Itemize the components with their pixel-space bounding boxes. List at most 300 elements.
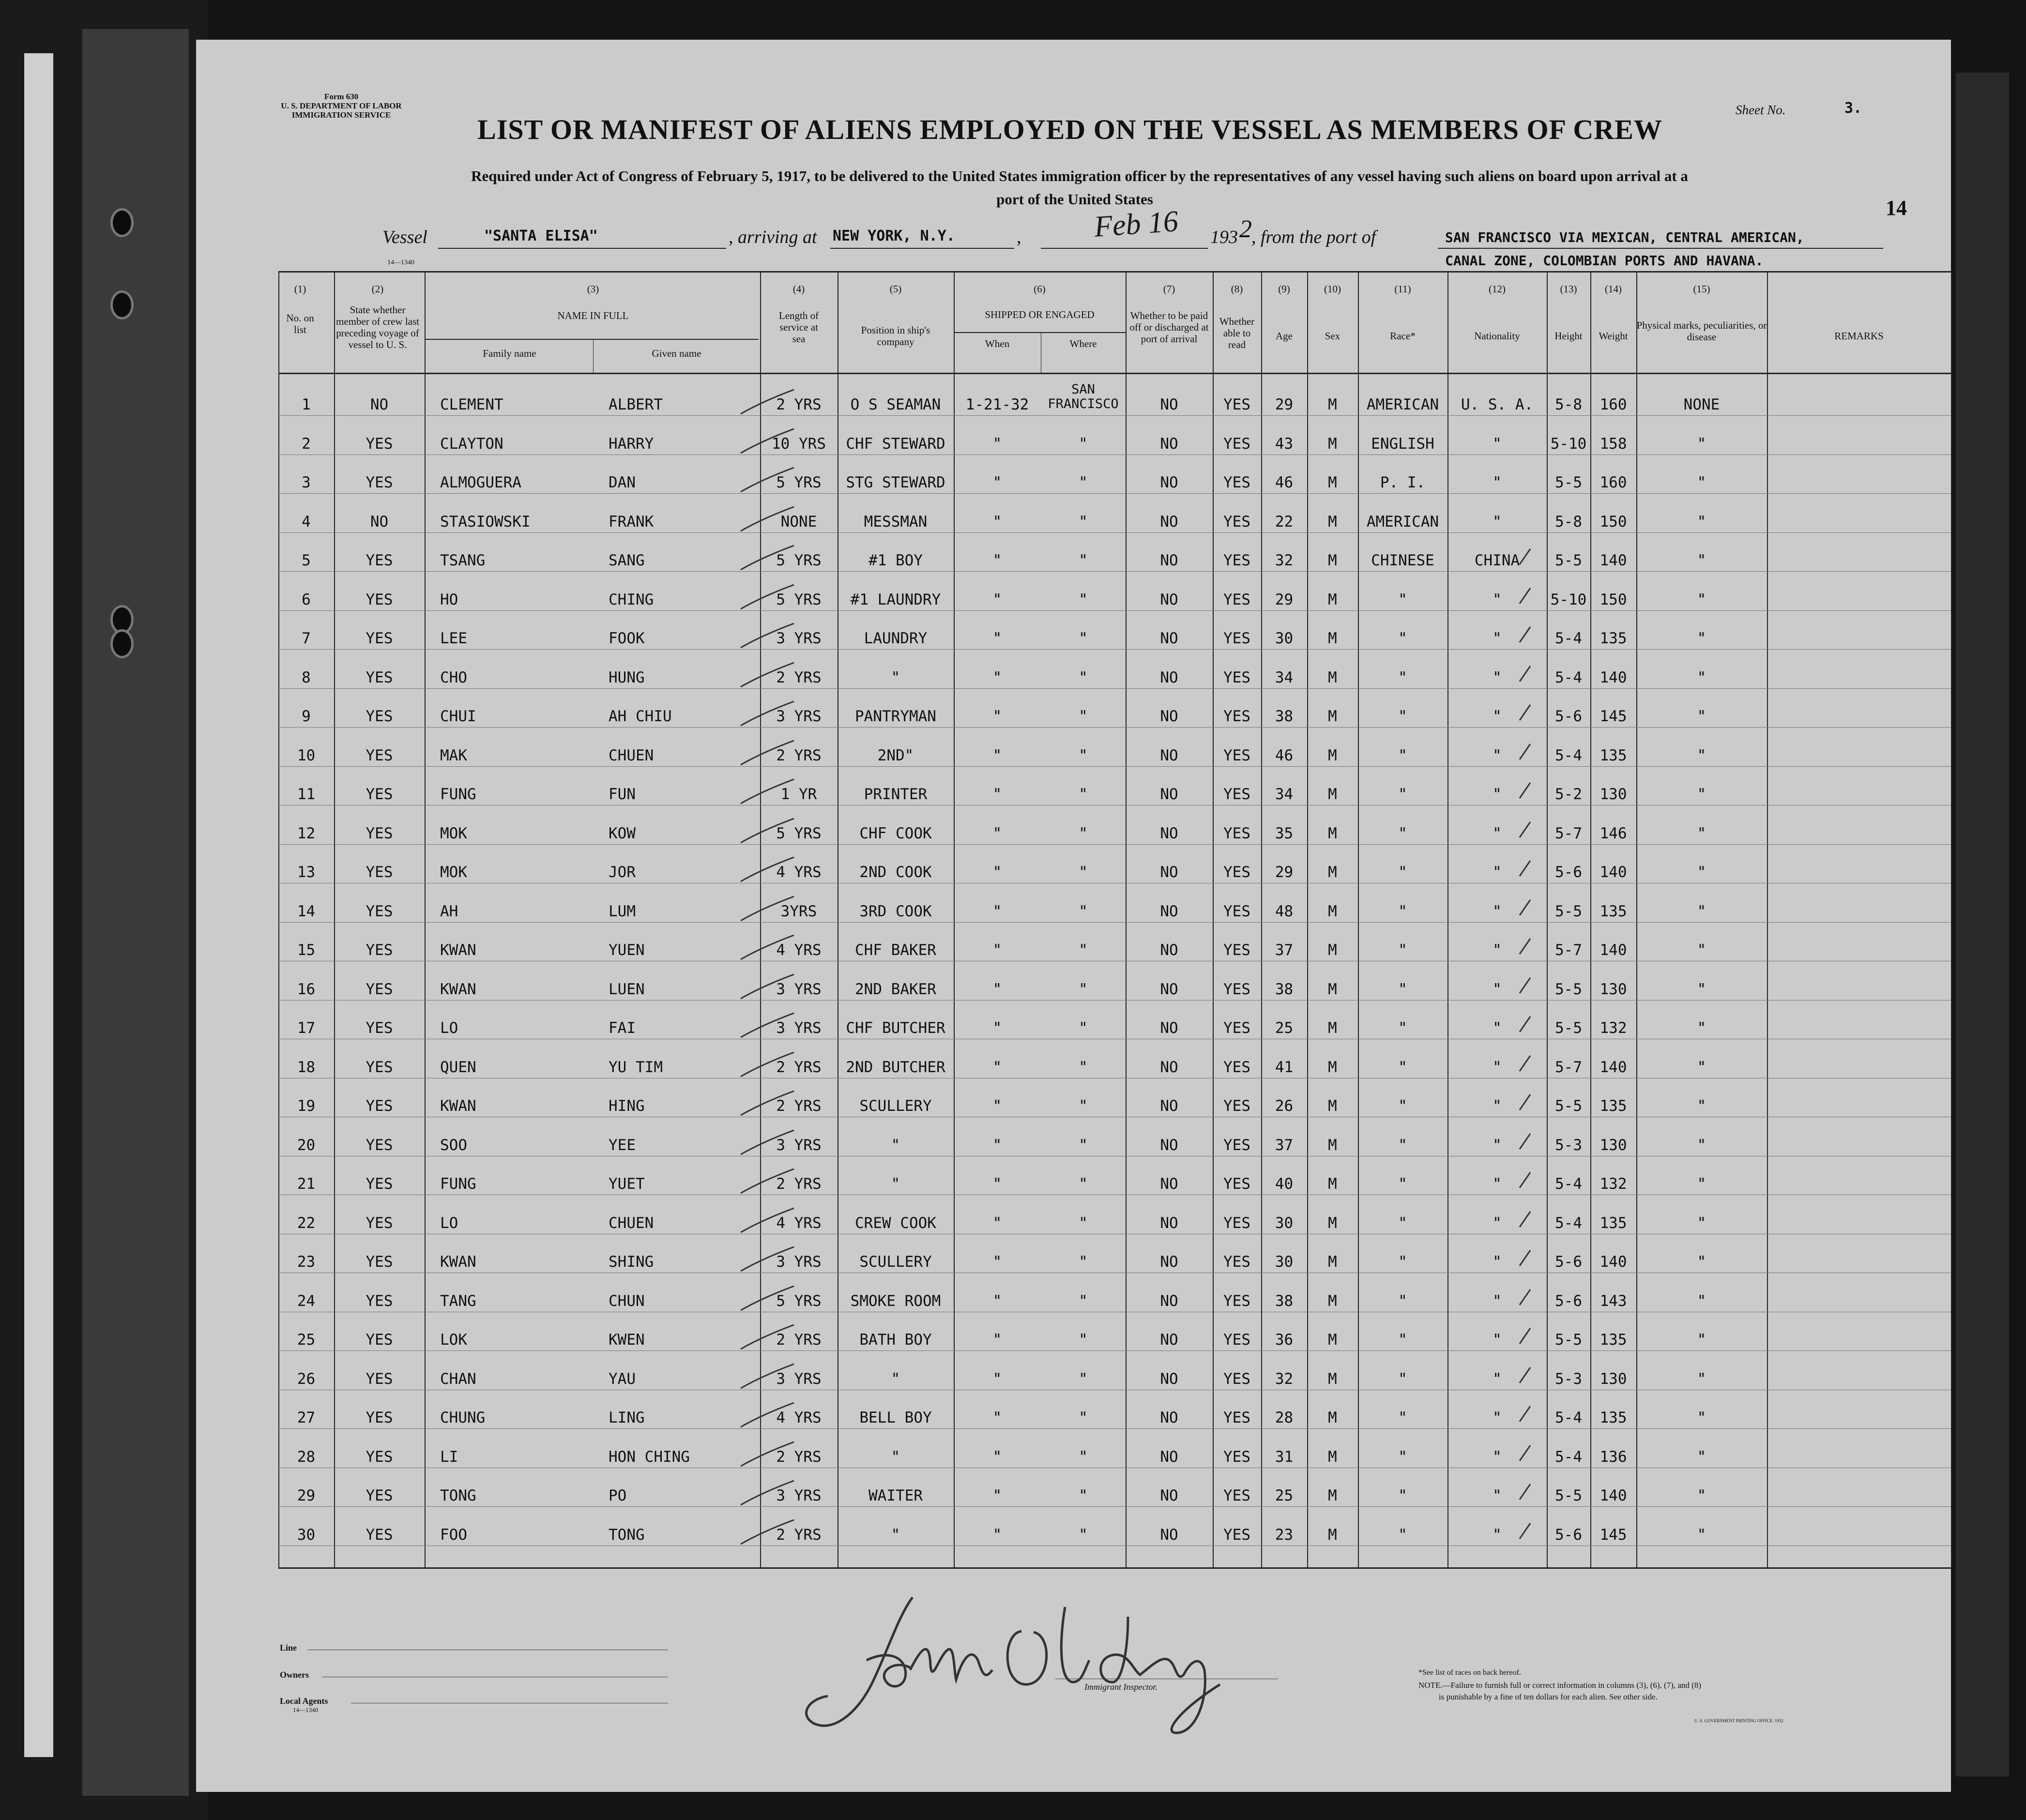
- handwritten-check-mark: [1518, 1326, 1532, 1346]
- cell-shipped-when: ": [992, 903, 1002, 920]
- cell-given-name: YU TIM: [609, 1059, 663, 1076]
- cell-age: 25: [1275, 1019, 1294, 1037]
- cell-given-name: YUEN: [609, 941, 645, 959]
- handwritten-check-mark: [1518, 898, 1532, 917]
- cell-paid-off: NO: [1160, 864, 1178, 881]
- col7-header: Whether to be paid off or discharged at port of arrival: [1129, 310, 1209, 345]
- cell-family-name: SOO: [440, 1137, 467, 1154]
- cell-row-number: 17: [297, 1019, 316, 1037]
- cell-weight: 145: [1599, 708, 1627, 725]
- cell-row-number: 9: [302, 708, 311, 725]
- cell-physical-marks: ": [1697, 591, 1706, 608]
- cell-family-name: MOK: [440, 864, 467, 881]
- cell-weight: 130: [1599, 786, 1627, 803]
- subtitle-line2: port of the United States: [996, 191, 1153, 208]
- cell-ship-position: SMOKE ROOM: [850, 1292, 941, 1310]
- cell-prior-voyage: YES: [366, 903, 393, 920]
- cell-shipped-when: ": [992, 591, 1002, 608]
- row-rule: [278, 727, 1951, 728]
- cell-family-name: CHUNG: [440, 1409, 486, 1426]
- cell-given-name: LUEN: [609, 981, 645, 998]
- cell-shipped-when: ": [992, 1331, 1002, 1349]
- subtitle-line1: Required under Act of Congress of February 5, 1917, to be delivered to the United States immigration officer by the representatives of any vessel having such aliens on board upon arrival at a: [471, 167, 1688, 184]
- cell-weight: 140: [1599, 1059, 1627, 1076]
- cell-able-to-read: YES: [1223, 747, 1250, 764]
- cell-age: 37: [1275, 1137, 1294, 1154]
- cell-height: 5-5: [1555, 981, 1582, 998]
- cell-given-name: YAU: [609, 1370, 636, 1388]
- cell-weight: 160: [1599, 396, 1627, 413]
- col5-number: (5): [889, 283, 902, 295]
- cell-shipped-where: ": [1079, 1370, 1088, 1388]
- table-top-rule: [278, 271, 1951, 273]
- cell-row-number: 28: [297, 1448, 316, 1466]
- cell-race: ": [1398, 1526, 1407, 1544]
- cell-weight: 158: [1599, 435, 1627, 453]
- cell-family-name: CHUI: [440, 708, 476, 725]
- cell-nationality: ": [1493, 513, 1502, 531]
- cell-weight: 132: [1599, 1175, 1627, 1193]
- cell-prior-voyage: YES: [366, 1370, 393, 1388]
- cell-sex: M: [1328, 1370, 1337, 1388]
- cell-given-name: HON CHING: [609, 1448, 690, 1466]
- cell-height: 5-5: [1555, 1331, 1582, 1349]
- cell-sex: M: [1328, 630, 1337, 647]
- cell-row-number: 21: [297, 1175, 316, 1193]
- cell-service-length: 4 YRS: [776, 1409, 822, 1426]
- cell-prior-voyage: YES: [366, 1292, 393, 1310]
- cell-age: 37: [1275, 941, 1294, 959]
- cell-able-to-read: YES: [1223, 1526, 1250, 1544]
- cell-row-number: 11: [297, 786, 316, 803]
- cell-weight: 130: [1599, 1370, 1627, 1388]
- cell-ship-position: MESSMAN: [864, 513, 928, 531]
- cell-prior-voyage: YES: [366, 825, 393, 842]
- cell-age: 38: [1275, 1292, 1294, 1310]
- cell-prior-voyage: YES: [366, 786, 393, 803]
- cell-paid-off: NO: [1160, 435, 1178, 453]
- cell-weight: 135: [1599, 1214, 1627, 1232]
- binder-strip: [24, 53, 53, 1757]
- arrival-date-handwritten: Feb 16: [1093, 205, 1180, 243]
- cell-race: ENGLISH: [1371, 435, 1434, 453]
- cell-age: 30: [1275, 1214, 1294, 1232]
- cell-service-length: 2 YRS: [776, 1331, 822, 1349]
- row-rule: [278, 1350, 1951, 1351]
- cell-row-number: 6: [302, 591, 311, 608]
- cell-given-name: LING: [609, 1409, 645, 1426]
- cell-weight: 150: [1599, 591, 1627, 608]
- cell-nationality: CHINA: [1474, 552, 1520, 569]
- cell-able-to-read: YES: [1223, 474, 1250, 491]
- cell-nationality: ": [1493, 1137, 1502, 1154]
- cell-physical-marks: ": [1697, 1292, 1706, 1310]
- cell-shipped-when: ": [992, 1526, 1002, 1544]
- cell-sex: M: [1328, 513, 1337, 531]
- cell-prior-voyage: YES: [366, 1214, 393, 1232]
- cell-nationality: ": [1493, 864, 1502, 881]
- cell-age: 22: [1275, 513, 1294, 531]
- handwritten-check-mark: [738, 426, 796, 455]
- cell-ship-position: 2ND": [877, 747, 914, 764]
- handwritten-check-mark: [1518, 1482, 1532, 1502]
- cell-shipped-when: ": [992, 941, 1002, 959]
- cell-paid-off: NO: [1160, 1175, 1178, 1193]
- cell-ship-position: PRINTER: [864, 786, 928, 803]
- cell-sex: M: [1328, 1487, 1337, 1504]
- arriving-label: , arriving at: [729, 227, 817, 247]
- cell-able-to-read: YES: [1223, 1331, 1250, 1349]
- cell-given-name: FAI: [609, 1019, 636, 1037]
- cell-given-name: JOR: [609, 864, 636, 881]
- cell-shipped-where: SAN FRANCISCO: [1048, 382, 1119, 411]
- cell-nationality: ": [1493, 435, 1502, 453]
- handwritten-check-mark: [738, 1050, 796, 1079]
- cell-family-name: KWAN: [440, 1253, 476, 1271]
- cell-height: 5-10: [1550, 435, 1587, 453]
- cell-sex: M: [1328, 1526, 1337, 1544]
- cell-paid-off: NO: [1160, 903, 1178, 920]
- cell-given-name: CHUN: [609, 1292, 645, 1310]
- cell-race: P. I.: [1380, 474, 1426, 491]
- cell-nationality: ": [1493, 786, 1502, 803]
- handwritten-check-mark: [1518, 1210, 1532, 1229]
- vessel-label: Vessel: [382, 227, 427, 247]
- cell-prior-voyage: YES: [366, 435, 393, 453]
- cell-row-number: 18: [297, 1059, 316, 1076]
- cell-able-to-read: YES: [1223, 1214, 1250, 1232]
- cell-service-length: 5 YRS: [776, 1292, 822, 1310]
- cell-shipped-where: ": [1079, 941, 1088, 959]
- cell-service-length: 3 YRS: [776, 1019, 822, 1037]
- cell-ship-position: ": [891, 1137, 900, 1154]
- cell-race: ": [1398, 1292, 1407, 1310]
- handwritten-check-mark: [1518, 1443, 1532, 1463]
- col15-header: Physical marks, peculiarities, or disease: [1636, 319, 1767, 343]
- cell-shipped-where: ": [1079, 435, 1088, 453]
- cell-race: ": [1398, 941, 1407, 959]
- cell-shipped-when: ": [992, 708, 1002, 725]
- cell-shipped-where: ": [1079, 1059, 1088, 1076]
- remarks-header: REMARKS: [1834, 330, 1884, 342]
- handwritten-check-mark: [1518, 586, 1532, 606]
- cell-able-to-read: YES: [1223, 1487, 1250, 1504]
- handwritten-check-mark: [1518, 742, 1532, 761]
- cell-height: 5-7: [1555, 1059, 1582, 1076]
- cell-prior-voyage: YES: [366, 1448, 393, 1466]
- cell-family-name: MAK: [440, 747, 467, 764]
- cell-nationality: ": [1493, 669, 1502, 686]
- col6-number: (6): [1034, 283, 1046, 295]
- cell-weight: 132: [1599, 1019, 1627, 1037]
- cell-prior-voyage: NO: [370, 396, 389, 413]
- cell-paid-off: NO: [1160, 474, 1178, 491]
- cell-weight: 130: [1599, 981, 1627, 998]
- cell-service-length: 2 YRS: [776, 1059, 822, 1076]
- cell-nationality: ": [1493, 747, 1502, 764]
- cell-height: 5-4: [1555, 1214, 1582, 1232]
- cell-age: 43: [1275, 435, 1294, 453]
- cell-race: ": [1398, 669, 1407, 686]
- cell-row-number: 16: [297, 981, 316, 998]
- col5-header: Position in ship's company: [861, 324, 930, 348]
- cell-row-number: 8: [302, 669, 311, 686]
- cell-race: ": [1398, 1137, 1407, 1154]
- cell-age: 29: [1275, 396, 1294, 413]
- cell-family-name: KWAN: [440, 941, 476, 959]
- cell-shipped-when: ": [992, 1097, 1002, 1115]
- cell-ship-position: SCULLERY: [859, 1253, 932, 1271]
- cell-prior-voyage: YES: [366, 1487, 393, 1504]
- cell-race: ": [1398, 786, 1407, 803]
- col10-number: (10): [1324, 283, 1341, 295]
- cell-service-length: 3 YRS: [776, 981, 822, 998]
- cell-shipped-where: ": [1079, 981, 1088, 998]
- punch-hole: [110, 629, 134, 658]
- cell-ship-position: CREW COOK: [855, 1214, 936, 1232]
- cell-age: 29: [1275, 591, 1294, 608]
- cell-height: 5-2: [1555, 786, 1582, 803]
- cell-shipped-when: ": [992, 786, 1002, 803]
- cell-row-number: 15: [297, 941, 316, 959]
- cell-given-name: HUNG: [609, 669, 645, 686]
- cell-able-to-read: YES: [1223, 552, 1250, 569]
- handwritten-check-mark: [738, 699, 796, 728]
- cell-prior-voyage: YES: [366, 1331, 393, 1349]
- cell-prior-voyage: YES: [366, 474, 393, 491]
- cell-age: 34: [1275, 786, 1294, 803]
- cell-row-number: 10: [297, 747, 316, 764]
- handwritten-check-mark: [1518, 1054, 1532, 1073]
- cell-able-to-read: YES: [1223, 1253, 1250, 1271]
- cell-paid-off: NO: [1160, 1019, 1178, 1037]
- cell-height: 5-3: [1555, 1370, 1582, 1388]
- cell-shipped-where: ": [1079, 1409, 1088, 1426]
- cell-physical-marks: ": [1697, 1137, 1706, 1154]
- cell-weight: 150: [1599, 513, 1627, 531]
- col7-number: (7): [1163, 283, 1175, 295]
- cell-paid-off: NO: [1160, 981, 1178, 998]
- cell-physical-marks: ": [1697, 630, 1706, 647]
- cell-able-to-read: YES: [1223, 396, 1250, 413]
- cell-age: 32: [1275, 552, 1294, 569]
- column-rule: [1767, 271, 1768, 1568]
- cell-given-name: SANG: [609, 552, 645, 569]
- cell-age: 25: [1275, 1487, 1294, 1504]
- cell-paid-off: NO: [1160, 1409, 1178, 1426]
- cell-physical-marks: ": [1697, 1526, 1706, 1544]
- line-label: Line: [280, 1643, 297, 1653]
- cell-service-length: NONE: [780, 513, 817, 531]
- shipped-subheader-rule: [954, 332, 1126, 333]
- cell-sex: M: [1328, 1097, 1337, 1115]
- cell-able-to-read: YES: [1223, 1448, 1250, 1466]
- cell-age: 30: [1275, 1253, 1294, 1271]
- name-subheader-rule: [425, 339, 759, 340]
- cell-row-number: 25: [297, 1331, 316, 1349]
- cell-given-name: PO: [609, 1487, 627, 1504]
- handwritten-check-mark: [738, 1400, 796, 1429]
- cell-physical-marks: ": [1697, 747, 1706, 764]
- cell-service-length: 10 YRS: [772, 435, 826, 453]
- cell-shipped-where: ": [1079, 1137, 1088, 1154]
- cell-shipped-where: ": [1079, 591, 1088, 608]
- cell-nationality: ": [1493, 591, 1502, 608]
- cell-race: ": [1398, 1253, 1407, 1271]
- cell-shipped-when: ": [992, 474, 1002, 491]
- cell-shipped-where: ": [1079, 1331, 1088, 1349]
- cell-physical-marks: NONE: [1683, 396, 1720, 413]
- cell-paid-off: NO: [1160, 1331, 1178, 1349]
- cell-shipped-when: ": [992, 1409, 1002, 1426]
- cell-ship-position: ": [891, 1370, 900, 1388]
- cell-height: 5-5: [1555, 1097, 1582, 1115]
- row-rule: [278, 766, 1951, 767]
- failure-note-line2: is punishable by a fine of ten dollars for each alien. See other side.: [1439, 1692, 1658, 1701]
- cell-row-number: 26: [297, 1370, 316, 1388]
- cell-row-number: 22: [297, 1214, 316, 1232]
- cell-sex: M: [1328, 435, 1337, 453]
- handwritten-check-mark: [738, 1440, 796, 1469]
- cell-ship-position: ": [891, 1448, 900, 1466]
- cell-sex: M: [1328, 981, 1337, 998]
- handwritten-check-mark: [738, 1322, 796, 1351]
- cell-race: AMERICAN: [1366, 513, 1439, 531]
- cell-age: 40: [1275, 1175, 1294, 1193]
- cell-service-length: 3 YRS: [776, 630, 822, 647]
- cell-physical-marks: ": [1697, 981, 1706, 998]
- cell-given-name: TONG: [609, 1526, 645, 1544]
- cell-ship-position: BATH BOY: [859, 1331, 932, 1349]
- handwritten-check-mark: [1518, 1404, 1532, 1424]
- cell-paid-off: NO: [1160, 1059, 1178, 1076]
- cell-nationality: ": [1493, 1448, 1502, 1466]
- cell-physical-marks: ": [1697, 474, 1706, 491]
- cell-race: ": [1398, 1409, 1407, 1426]
- cell-prior-voyage: YES: [366, 1175, 393, 1193]
- cell-ship-position: 2ND BUTCHER: [846, 1059, 945, 1076]
- col2-header: State whether member of crew last preceding voyage of vessel to U. S.: [335, 304, 419, 350]
- cell-shipped-where: ": [1079, 474, 1088, 491]
- handwritten-check-mark: [738, 1244, 796, 1274]
- cell-row-number: 1: [302, 396, 311, 413]
- cell-height: 5-7: [1555, 941, 1582, 959]
- cell-paid-off: NO: [1160, 591, 1178, 608]
- cell-able-to-read: YES: [1223, 981, 1250, 998]
- row-rule: [278, 610, 1951, 611]
- handwritten-check-mark: [738, 1089, 796, 1118]
- cell-weight: 145: [1599, 1526, 1627, 1544]
- punch-hole: [110, 208, 134, 237]
- cell-family-name: FUNG: [440, 786, 476, 803]
- row-rule: [278, 688, 1951, 689]
- cell-able-to-read: YES: [1223, 1409, 1250, 1426]
- cell-service-length: 3 YRS: [776, 1487, 822, 1504]
- cell-prior-voyage: YES: [366, 1253, 393, 1271]
- cell-family-name: KWAN: [440, 1097, 476, 1115]
- handwritten-check-mark: [738, 972, 796, 1001]
- cell-weight: 135: [1599, 903, 1627, 920]
- cell-nationality: ": [1493, 1331, 1502, 1349]
- cell-height: 5-5: [1555, 1019, 1582, 1037]
- cell-able-to-read: YES: [1223, 708, 1250, 725]
- col4-header: Length of service at sea: [778, 310, 819, 345]
- cell-able-to-read: YES: [1223, 1370, 1250, 1388]
- cell-sex: M: [1328, 1137, 1337, 1154]
- cell-age: 48: [1275, 903, 1294, 920]
- cell-physical-marks: ": [1697, 1409, 1706, 1426]
- cell-service-length: 4 YRS: [776, 941, 822, 959]
- cell-weight: 135: [1599, 630, 1627, 647]
- cell-paid-off: NO: [1160, 396, 1178, 413]
- inspector-signature: [794, 1588, 1326, 1747]
- cell-sex: M: [1328, 1331, 1337, 1349]
- cell-row-number: 2: [302, 435, 311, 453]
- col1-header: No. on list: [286, 312, 314, 335]
- cell-service-length: 4 YRS: [776, 1214, 822, 1232]
- cell-nationality: ": [1493, 981, 1502, 998]
- agents-print-code: 14—1340: [293, 1706, 318, 1714]
- cell-physical-marks: ": [1697, 513, 1706, 531]
- cell-age: 31: [1275, 1448, 1294, 1466]
- table-bottom-rule: [278, 1567, 1951, 1569]
- cell-shipped-when: ": [992, 825, 1002, 842]
- cell-prior-voyage: YES: [366, 1409, 393, 1426]
- cell-age: 28: [1275, 1409, 1294, 1426]
- handwritten-check-mark: [1518, 976, 1532, 995]
- cell-family-name: QUEN: [440, 1059, 476, 1076]
- cell-ship-position: PANTRYMAN: [855, 708, 936, 725]
- cell-row-number: 4: [302, 513, 311, 531]
- cell-physical-marks: ": [1697, 1097, 1706, 1115]
- col8-number: (8): [1231, 283, 1243, 295]
- handwritten-check-mark: [1518, 1248, 1532, 1268]
- cell-given-name: FUN: [609, 786, 636, 803]
- service-name: IMMIGRATION SERVICE: [291, 110, 391, 120]
- year-handwritten: 2: [1239, 215, 1252, 243]
- cell-given-name: CHING: [609, 591, 654, 608]
- handwritten-check-mark: [738, 543, 796, 572]
- cell-nationality: ": [1493, 708, 1502, 725]
- cell-family-name: CLAYTON: [440, 435, 503, 453]
- row-rule: [278, 844, 1951, 845]
- cell-race: AMERICAN: [1366, 396, 1439, 413]
- cell-ship-position: STG STEWARD: [846, 474, 945, 491]
- cell-service-length: 2 YRS: [776, 1526, 822, 1544]
- cell-height: 5-4: [1555, 1175, 1582, 1193]
- cell-family-name: LO: [440, 1019, 458, 1037]
- cell-weight: 140: [1599, 1487, 1627, 1504]
- cell-height: 5-10: [1550, 591, 1587, 608]
- cell-nationality: ": [1493, 630, 1502, 647]
- table-header-rule: [278, 373, 1951, 374]
- cell-service-length: 2 YRS: [776, 747, 822, 764]
- handwritten-check-mark: [738, 1478, 796, 1507]
- cell-given-name: AH CHIU: [609, 708, 672, 725]
- cell-ship-position: WAITER: [868, 1487, 923, 1504]
- cell-nationality: ": [1493, 1487, 1502, 1504]
- row-rule: [278, 571, 1951, 572]
- cell-race: ": [1398, 1214, 1407, 1232]
- handwritten-check-mark: [738, 504, 796, 533]
- cell-paid-off: NO: [1160, 1097, 1178, 1115]
- cell-row-number: 20: [297, 1137, 316, 1154]
- handwritten-check-mark: [738, 933, 796, 962]
- handwritten-check-mark: [1518, 820, 1532, 839]
- cell-nationality: ": [1493, 941, 1502, 959]
- cell-given-name: YEE: [609, 1137, 636, 1154]
- column-rule: [1951, 271, 1952, 1568]
